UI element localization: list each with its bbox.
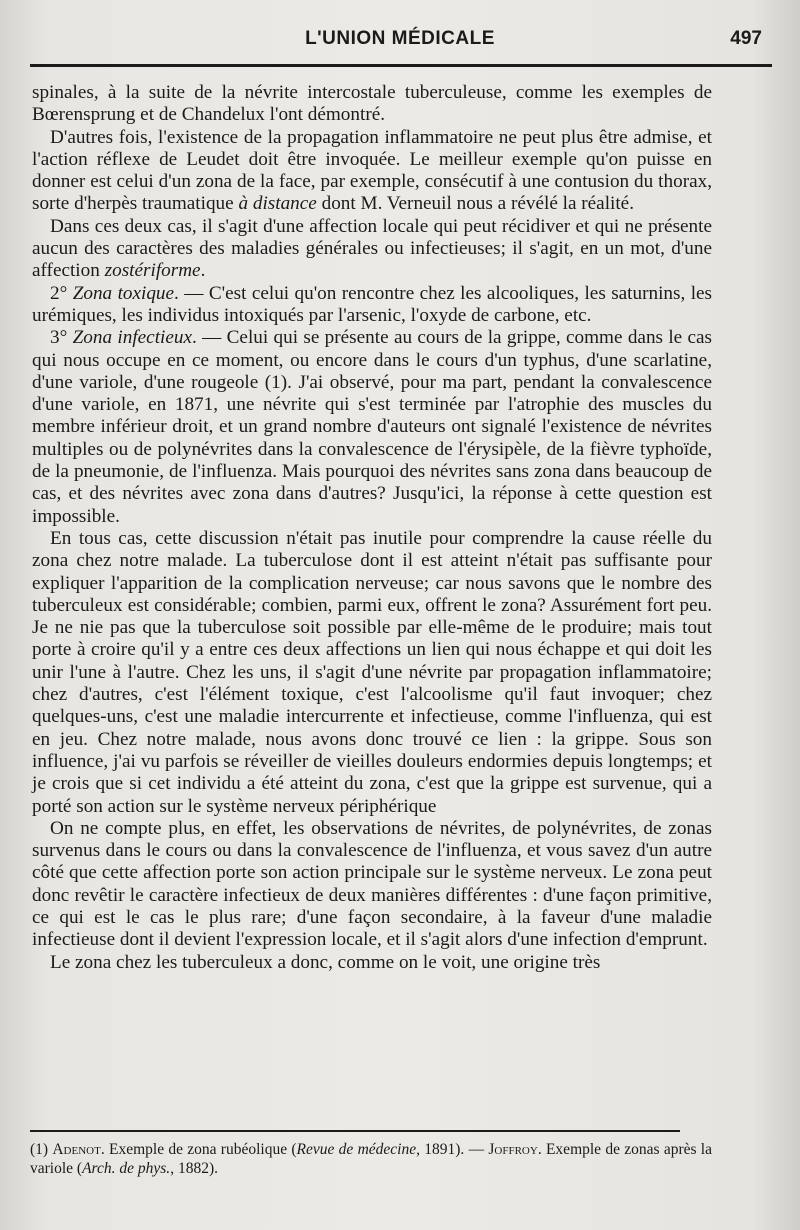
journal-title: Revue de médecine xyxy=(296,1141,417,1158)
footnote-author: Joffroy xyxy=(488,1141,538,1158)
page-header xyxy=(30,28,770,56)
footnote-rule xyxy=(30,1130,680,1132)
paragraph-6: En tous cas, cette discussion n'était pas inutile pour comprendre la cause réelle du zona chez notre malade. La tuberculose dont il est atteint n'était pas suffisante pour expliquer l'apparition de la complication nerveuse; car nous savons que le nombre des tuberculeux est considérable; combien, parmi eux, offrent le zona? Assurément fort peu. Je ne nie pas que la tuberculose soit possible par elle-même de le produire; mais tout porte à croire qu'il y a entre ces deux affections un lien qui nous échappe et qui doit les unir l'une à l'autre. Chez les uns, il s'agit d'une névrite par propagation inflammatoire; chez d'autres, c'est l'élément toxique, c'est l'alcoolisme qu'il faut invoquer; chez quelques-uns, c'est une maladie intercurrente et infectieuse, comme l'influenza, qui est en jeu. Chez notre malade, nous avons donc trouvé ce lien : la grippe. Sous son influence, j'ai vu parfois se réveiller de vieilles douleurs endormies depuis longtemps; et je crois que si cet individu a été atteint du zona, c'est que la grippe est survenue, qui a porté son action sur le système nerveux périphérique xyxy=(32,527,712,817)
running-title: L'UNION MÉDICALE xyxy=(305,28,495,49)
footnote-author: Adenot xyxy=(52,1141,101,1158)
footnote-1: (1) Adenot. Exemple de zona rubéolique (Revue de médecine, 1891). — Joffroy. Exemple de zonas après la variole (Arch. de phys., 1882). xyxy=(30,1141,712,1177)
footnotes xyxy=(30,1140,712,1178)
page-number: 497 xyxy=(730,28,762,49)
paragraph-8: Le zona chez les tuberculeux a donc, comme on le voit, une origine très xyxy=(50,951,601,973)
paragraph-4: 2° Zona toxique. — C'est celui qu'on rencontre chez les alcooliques, les saturnins, les urémiques, les individus intoxiqués par l'arsenic, l'oxyde de carbone, etc. xyxy=(32,282,713,326)
emphasis: zostériforme xyxy=(104,260,201,282)
header-rule xyxy=(30,64,772,67)
paragraph-7: On ne compte plus, en effet, les observations de névrites, de polynévrites, de zonas survenus dans le cours ou dans la convalescence de l'influenza, et vous savez d'un autre côté que cette affection porte son action principale sur le système nerveux. Le zona peut donc revêtir le caractère infectieux de deux manières différentes : d'une façon primitive, ce qui est le cas le plus rare; d'une façon secondaire, à la faveur d'une maladie infectieuse dont il devient l'expression locale, et il s'agit alors d'une infection d'emprunt. xyxy=(32,817,712,951)
paragraph-5: 3° Zona infectieux. — Celui qui se présente au cours de la grippe, comme dans le cas qui nous occupe en ce moment, ou encore dans le cours d'un typhus, d'une scarlatine, d'une variole, d'une rougeole (1). J'ai observé, pour ma part, pendant la convalescence d'une variole, en 1871, une névrite qui s'est terminée par l'atrophie des muscles du membre inférieur droit, et un grand nombre d'auteurs ont signalé l'existence de névrites multiples ou de polynévrites dans la convalescence de l'érysipèle, de la fièvre typhoïde, de la pneumonie, de l'influenza. Mais pourquoi des névrites sans zona dans beaucoup de cas, et des névrites avec zona dans d'autres? Jusqu'ici, la réponse à cette question est impossible. xyxy=(32,327,713,527)
section-heading: Zona infectieux xyxy=(72,327,192,349)
section-number: 2° xyxy=(50,282,68,304)
body-text xyxy=(32,82,712,974)
section-heading: Zona toxique xyxy=(72,282,175,304)
paragraph-1: spinales, à la suite de la névrite intercostale tuberculeuse, comme les exemples de Bœrensprung et de Chandelux l'ont démontré. xyxy=(32,82,712,126)
footnote-marker: (1) xyxy=(30,1141,49,1158)
emphasis: à distance xyxy=(238,193,317,215)
journal-title: Arch. de phys. xyxy=(82,1160,171,1177)
paragraph-2: D'autres fois, l'existence de la propagation inflammatoire ne peut plus être admise, et l'action réflexe de Leudet doit être invoquée. Le meilleur exemple qu'on puisse en donner est celui d'un zona de la face, par exemple, consécutif à une contusion du thorax, sorte d'herpès traumatique à distance dont M. Verneuil nous a révélé la réalité. xyxy=(32,126,712,215)
section-number: 3° xyxy=(50,327,68,349)
paragraph-3: Dans ces deux cas, il s'agit d'une affection locale qui peut récidiver et qui ne présente aucun des caractères des maladies générales ou infectieuses; il s'agit, en un mot, d'une affection zostériforme. xyxy=(32,215,712,282)
